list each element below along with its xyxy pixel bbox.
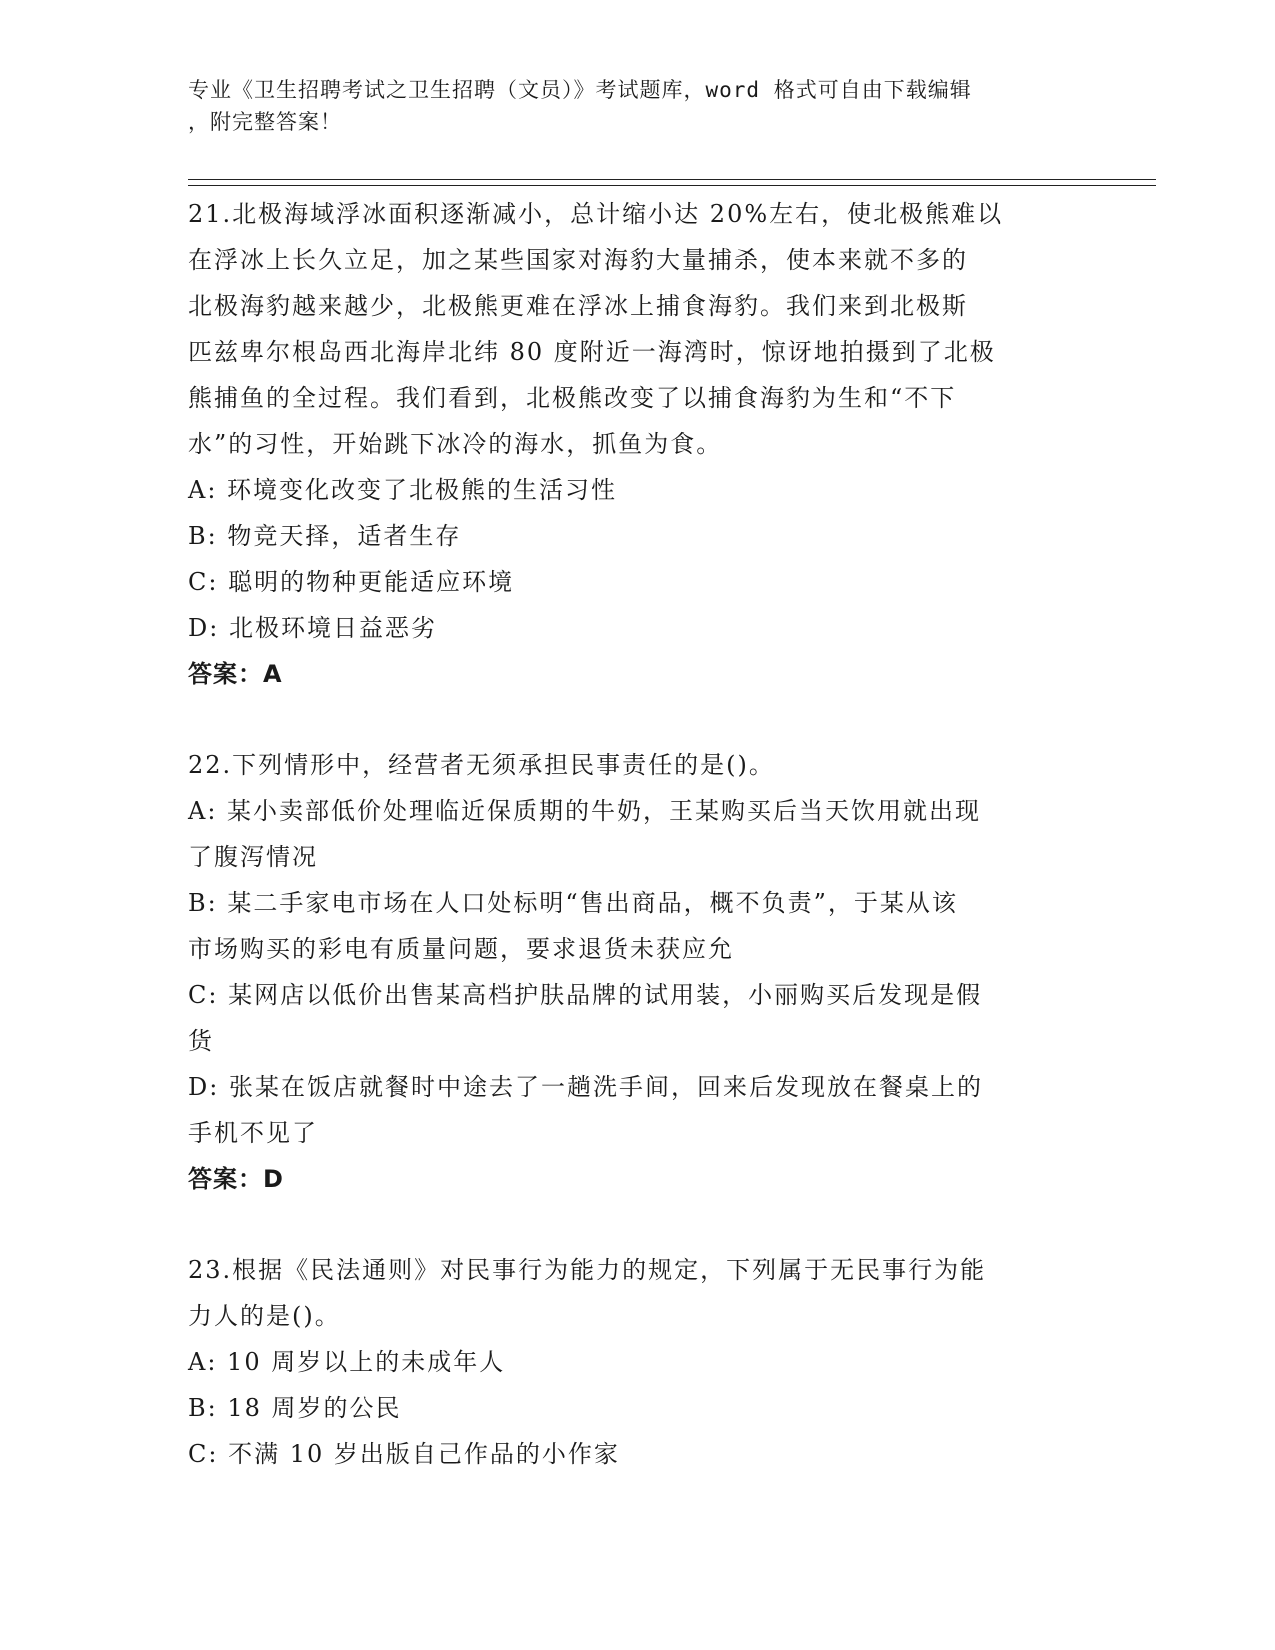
question-block	[188, 742, 1088, 1202]
answer-option	[188, 1064, 1088, 1156]
question-stem-line: 21.北极海域浮冰面积逐渐减小，总计缩小达 20%左右，使北极熊难以	[188, 200, 1004, 228]
option-text-line: 货	[188, 1027, 214, 1055]
header-divider-top	[188, 179, 1156, 180]
question-stem-line: 22.下列情形中，经营者无须承担民事责任的是()。	[188, 751, 775, 779]
header-line-1: 专业《卫生招聘考试之卫生招聘（文员）》考试题库，word 格式可自由下载编辑	[188, 78, 972, 102]
question-spacer	[188, 697, 1088, 742]
question-block	[188, 191, 1088, 697]
option-text-line: C: 不满 10 岁出版自己作品的小作家	[188, 1440, 620, 1468]
question-stem-line: 熊捕鱼的全过程。我们看到，北极熊改变了以捕食海豹为生和“不下	[188, 384, 957, 412]
answer-option	[188, 880, 1088, 972]
answer-option	[188, 467, 1088, 513]
option-text-line: B: 某二手家电市场在人口处标明“售出商品，概不负责”，于某从该	[188, 889, 958, 917]
answer-key: 答案：D	[188, 1165, 284, 1193]
option-text-line: 市场购买的彩电有质量问题，要求退货未获应允	[188, 935, 734, 963]
option-text-line: A: 某小卖部低价处理临近保质期的牛奶，王某购买后当天饮用就出现	[188, 797, 982, 825]
option-text-line: A: 10 周岁以上的未成年人	[188, 1348, 506, 1376]
option-text-line: C: 聪明的物种更能适应环境	[188, 568, 515, 596]
question-stem-line: 水”的习性，开始跳下冰冷的海水，抓鱼为食。	[188, 430, 723, 458]
question-block	[188, 1247, 1088, 1477]
question-spacer	[188, 1202, 1088, 1247]
question-stem-line: 23.根据《民法通则》对民事行为能力的规定，下列属于无民事行为能	[188, 1256, 987, 1284]
answer-option	[188, 605, 1088, 651]
option-text-line: 手机不见了	[188, 1119, 318, 1147]
option-text-line: D: 北极环境日益恶劣	[188, 614, 437, 642]
option-text-line: B: 物竞天择，适者生存	[188, 522, 462, 550]
option-text-line: C: 某网店以低价出售某高档护肤品牌的试用装，小丽购买后发现是假	[188, 981, 983, 1009]
option-text-line: B: 18 周岁的公民	[188, 1394, 402, 1422]
answer-option	[188, 1431, 1088, 1477]
answer-option	[188, 559, 1088, 605]
answer-option	[188, 788, 1088, 880]
answer-option	[188, 1339, 1088, 1385]
answer-key: 答案：A	[188, 660, 283, 688]
answer-option	[188, 972, 1088, 1064]
option-text-line: 了腹泻情况	[188, 843, 318, 871]
option-text-line: A: 环境变化改变了北极熊的生活习性	[188, 476, 618, 504]
question-stem-line: 北极海豹越来越少，北极熊更难在浮冰上捕食海豹。我们来到北极斯	[188, 292, 968, 320]
answer-option	[188, 513, 1088, 559]
question-list	[188, 191, 1088, 1477]
question-stem-line: 在浮冰上长久立足，加之某些国家对海豹大量捕杀，使本来就不多的	[188, 246, 968, 274]
option-text-line: D: 张某在饭店就餐时中途去了一趟洗手间，回来后发现放在餐桌上的	[188, 1073, 983, 1101]
header-divider-bottom	[188, 185, 1156, 186]
document-header	[188, 74, 1068, 138]
answer-option	[188, 1385, 1088, 1431]
header-line-2: ，附完整答案！	[188, 110, 342, 134]
question-stem-line: 匹兹卑尔根岛西北海岸北纬 80 度附近一海湾时，惊讶地拍摄到了北极	[188, 338, 996, 366]
question-stem-line: 力人的是()。	[188, 1302, 341, 1330]
